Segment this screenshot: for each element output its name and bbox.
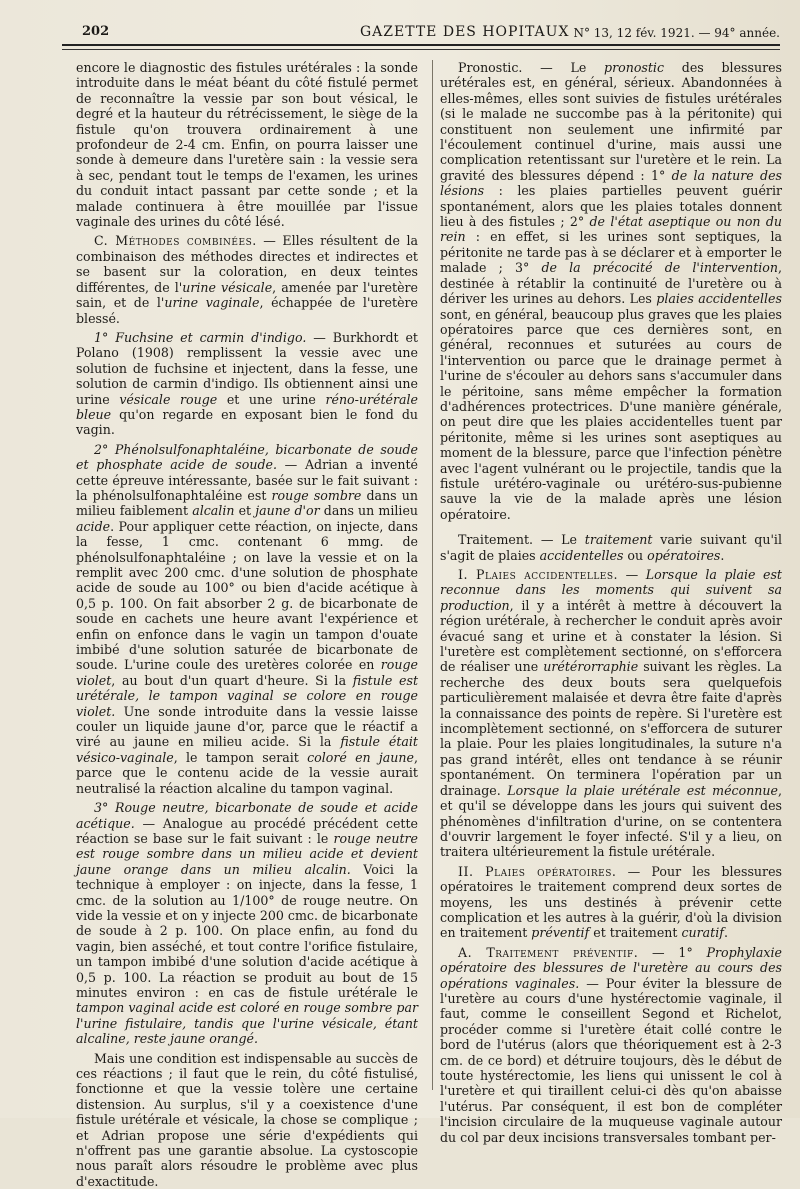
italic-run: coloré en jaune — [307, 749, 414, 765]
italic-run: de l'état aseptique ou non du rein — [440, 214, 783, 245]
paragraph-pronostic — [440, 60, 782, 522]
text-run: : les plaies partielles peuvent guérir spontanément, alors que les plaies totales donnent lieu à des fistules ; 2° — [440, 183, 782, 230]
paragraph-plaies-operatoires — [440, 864, 782, 941]
italic-run: traitement — [584, 532, 653, 548]
italic-run: alcalin — [192, 503, 235, 519]
text-run: — Pour éviter la blessure de l'uretère au cours d'une hystérectomie vaginale, il faut, comme le conseillent Segond et Richelot, procéder comme si l'uretère était collé contre le bord de l'utérus (alors que théoriquement est à 2-3 cm. de ce bord) et détruire toujours, dès le début de toute hystérectomie, les liens qui unissent le col à l'uretère et qui tiraillent celui-ci dès qu'on abaisse l'utérus. Par conséquent, il est bon de compléter l'incision circulaire de la muqueuse vaginale autour du col par deux incisions transversales tombant per- — [440, 975, 782, 1145]
text-run: — 1° — [638, 944, 707, 960]
section-label: A. Traitement préventif. — [458, 944, 639, 960]
italic-run: pronostic — [604, 60, 665, 75]
text-run: , parce que le contenu acide de la vessie aurait neutralisé la réaction alcaline du tampon vaginal. — [76, 749, 418, 796]
italic-run: urine vésicale — [182, 279, 273, 295]
text-run: dans un milieu faiblement — [76, 487, 418, 519]
text-run: sont, en général, beaucoup plus graves que les plaies opératoires parce que ces dernières sont, en général, reconnues et suturées au cours de l'intervention ou parce que le drainage permet à l'urine de s'écouler au dehors sans s'accumuler dans le péritoine, sans même empêcher la formation d'adhérences protectrices. D'une manière générale, on peut dire que les plaies accidentelles tuent par péritonite, même si les urines sont aseptiques au moment de la blessure, parce que l'infection pénètre avec l'agent vulnérant ou le projectile, tandis que la fistule urétéro-vaginale ou urétéro-sus-pubienne sauve la vie de la malade après une lésion opératoire. — [440, 306, 782, 522]
paragraph-traitement-preventif — [440, 945, 782, 1145]
text-run: — Analogue au procédé précédent cette réaction se base sur le fait suivant : le — [76, 815, 418, 846]
text-run: qu'on regarde en exposant bien le fond du vagin. — [76, 406, 418, 438]
section-label: C. Méthodes combinées. — [94, 233, 257, 249]
italic-run: Lorsque la plaie est reconnue dans les moments qui suivent sa production — [440, 567, 782, 613]
page-number: 202 — [82, 24, 110, 39]
paragraph-methodes-combinees — [76, 233, 418, 325]
text-run: — Le — [522, 60, 605, 75]
section-label: Pronostic. — [458, 60, 523, 75]
italic-run: de la nature des lésions — [440, 167, 782, 199]
paragraph-rouge-neutre — [76, 800, 418, 1047]
text-run: . Pour appliquer cette réaction, on injecte, dans la fesse, 1 cmc. contenant 6 mmg. de phénolsulfonaphtaléine ; on lave la vessie et on la remplit avec 200 cmc. d'une solution de phosphate acide de soude au 100° ou bien d'acide acétique à 0,5 p. 100. On fait absorber 2 g. de bicarbonate de soude en cachets une heure avant l'expérience et enfin on enfonce dans le vagin un tampon d'ouate imbibé d'une solution saturée de bicarbonate de soude. L'urine coule des uretères colorée en — [76, 518, 418, 673]
text-run: Voici la technique à employer : on injecte, dans la fesse, 1 cmc. de la solution au 1/100° de rouge neutre. On vide la vessie et on y injecte 200 cmc. de bicarbonate de soude à 2 p. 100. On place enfin, au fond du vagin, bien asséché, et tout contre l'orifice fistulaire, un tampon imbibé d'une solution d'acide acétique à 0,5 p. 100. La réaction se produit au bout de 15 minutes environ : en cas de fistule urétérale le — [76, 861, 419, 1000]
italic-run: jaune d'or — [255, 503, 320, 519]
text-run: — — [618, 567, 646, 582]
italic-run: 1° Fuchsine et carmin d'indigo. — [94, 329, 307, 345]
paragraph-diagnostic-end: encore le diagnostic des fistules urétérales : la sonde introduite dans le méat béant du côté fistulé permet de reconnaître la vessie par son bout vésical, le degré et la hauteur du rétrécissement, le siège de la fistule qu'on trouvera ordinairement à une profondeur de 2-4 cm. Enfin, on pourra laisser une sonde à demeure dans l'uretère sain : la vessie sera à sec, pendant tout le temps de l'examen, les urines du conduit intact passant par cette sonde ; et la malade continuera à être mouillée par l'issue vaginale des urines du côté lésé. — [76, 60, 418, 230]
text-run: ou — [623, 547, 648, 563]
header-rule — [62, 44, 780, 46]
italic-run: fistule est urétérale, le tampon vaginal se colore en rouge violet. — [76, 672, 419, 719]
text-run: : en effet, si les urines sont septiques, la péritonite ne tarde pas à se déclarer et à emporter le malade ; 3° — [440, 229, 782, 276]
paragraph-phenolsulfonaphtaleine — [76, 442, 418, 796]
text-run: dans un milieu — [319, 503, 419, 519]
italic-run: tampon vaginal acide est coloré en rouge sombre par l'urine fistulaire, tandis que l'urine vésicale, étant alcaline, reste jaune orangé. — [76, 1000, 418, 1047]
italic-run: rouge violet — [76, 657, 418, 688]
text-run: suivant les règles. La recherche des deux bouts sera quelquefois particulièrement malaisée et devra être faite d'après la connaissance des points de repère. Si l'uretère est incomplètement sectionné, on s'efforcera de suturer la plaie. Pour les plaies longitudinales, la suture n'a pas grand intérêt, elles ont tendance à se réunir spontanément. On terminera l'opération par un drainage. — [440, 659, 782, 798]
issue-info: N° 13, 12 fév. 1921. — 94° année. — [573, 26, 780, 40]
right-column — [440, 60, 782, 1145]
italic-run: acide — [76, 518, 111, 534]
text-run: — Pour les blessures opératoires le traitement comprend deux sortes de moyens, les uns destinés à prévenir cette complication et les autres à la guérir, d'où la division en traitement — [440, 863, 782, 941]
text-run: — Le — [533, 532, 585, 548]
italic-run: fistule était vésico-vaginale — [76, 734, 418, 765]
paragraph-fuchsine — [76, 330, 418, 438]
italic-run: préventif — [531, 925, 590, 941]
text-run: , et qu'il se développe dans les jours qui suivent des phénomènes d'infiltration d'urine, on se contentera d'ouvrir largement le foyer infecté. S'il y a lieu, on traitera ultérieurement la fistule urétérale. — [440, 782, 782, 860]
text-run: , amenée par l'uretère sain, et de l' — [76, 279, 418, 311]
text-run: — Burkhordt et Polano (1908) remplissent la vessie avec une solution de fuchsine et injectent, dans la fesse, une solution de carmin d'indigo. Ils obtiennent ainsi une urine — [76, 329, 418, 407]
italic-run: opératoires — [647, 547, 721, 563]
text-run: varie suivant qu'il s'agit de plaies — [440, 532, 782, 563]
italic-run: Prophylaxie opératoire des blessures de l'uretère au cours des opérations vaginales. — [440, 944, 782, 991]
italic-run: rouge neutre est rouge sombre dans un milieu acide et devient jaune orange dans un milieu alcalin. — [76, 830, 418, 877]
text-run: . — [723, 925, 728, 941]
italic-run: vésicale rouge — [119, 391, 218, 407]
running-head — [60, 22, 780, 46]
text-run: , il y a intérêt à mettre à découvert la région urétérale, à rechercher le conduit après avoir évacué sang et urine et à constater la lésion. Si l'uretère est complètement sectionné, on s'efforcera de réaliser une — [440, 597, 782, 675]
paragraph-condition: Mais une condition est indispensable au succès de ces réactions ; il faut que le rein, du côté fistulisé, fonctionne et que la vessie tolère une certaine distension. Au surplus, s'il y a coexistence d'une fistule urétérale et vésicale, la chose se complique ; et Adrian propose une série d'expédients qui n'offrent pas une garantie absolue. La cystoscopie nous paraît alors résoudre le problème avec plus d'exactitude. — [76, 1050, 418, 1189]
italic-run: Lorsque la plaie urétérale est méconnue — [507, 782, 778, 798]
italic-run: accidentelles — [539, 547, 624, 563]
text-run: , échappée de l'uretère blessé. — [76, 295, 418, 326]
text-run: et — [234, 503, 256, 519]
text-run: , le tampon serait — [173, 749, 308, 765]
section-label: I. Plaies accidentelles. — [458, 567, 619, 582]
section-label: Traitement. — [458, 532, 534, 548]
text-run: et traitement — [589, 925, 682, 941]
italic-run: de la précocité de l'intervention — [541, 260, 778, 276]
paragraph-plaies-accidentelles — [440, 567, 782, 860]
header-rule-thin — [62, 49, 780, 50]
italic-run: 2° Phénolsulfonaphtaléine, bicarbonate de soude et phosphate acide de soude. — [76, 441, 418, 473]
italic-run: rouge sombre — [271, 487, 362, 503]
left-column — [76, 60, 418, 1189]
italic-run: urétérorraphie — [543, 659, 639, 675]
italic-run: 3° Rouge neutre, bicarbonate de soude et acide acétique. — [76, 800, 418, 831]
section-label: II. Plaies opératoires. — [458, 863, 617, 879]
text-run: — Elles résultent de la combinaison des méthodes directes et indirectes et se basent sur la coloration, en deux teintes différentes, de l' — [76, 233, 418, 295]
italic-run: plaies accidentelles — [656, 291, 782, 307]
text-run: des blessures urétérales est, en général, sérieux. Abandonnées à elles-mêmes, elles sont suivies de fistules urétérales (si le malade ne succombe pas à la péritonite) qui constituent non seulement une infirmité par l'écoulement continuel d'urine, mais aussi une complication retentissant sur l'uretère et le rein. La gravité des blessures dépend : 1° — [440, 60, 783, 183]
italic-run: urine vaginale — [164, 295, 260, 311]
italic-run: curatif — [681, 925, 724, 941]
text-run: , au bout d'un quart d'heure. Si la — [111, 672, 353, 688]
text-run: Une sonde introduite dans la vessie laisse couler un liquide jaune d'or, parce que le réactif a viré au jaune en milieu acide. Si la — [76, 703, 418, 750]
text-run: , destinée à rétablir la continuité de l'uretère ou à dériver les urines au dehors. Les — [440, 260, 782, 307]
paragraph-traitement — [440, 532, 782, 563]
journal-title: GAZETTE DES HOPITAUX — [360, 24, 570, 40]
text-run: . — [720, 547, 725, 563]
italic-run: réno-urétérale bleue — [76, 391, 418, 422]
text-run: — Adrian a inventé cette épreuve intéressante, basée sur le fait suivant : la phénolsulfonaphtaléine est — [76, 457, 418, 503]
column-divider — [432, 60, 433, 1090]
text-run: et une urine — [217, 391, 326, 407]
